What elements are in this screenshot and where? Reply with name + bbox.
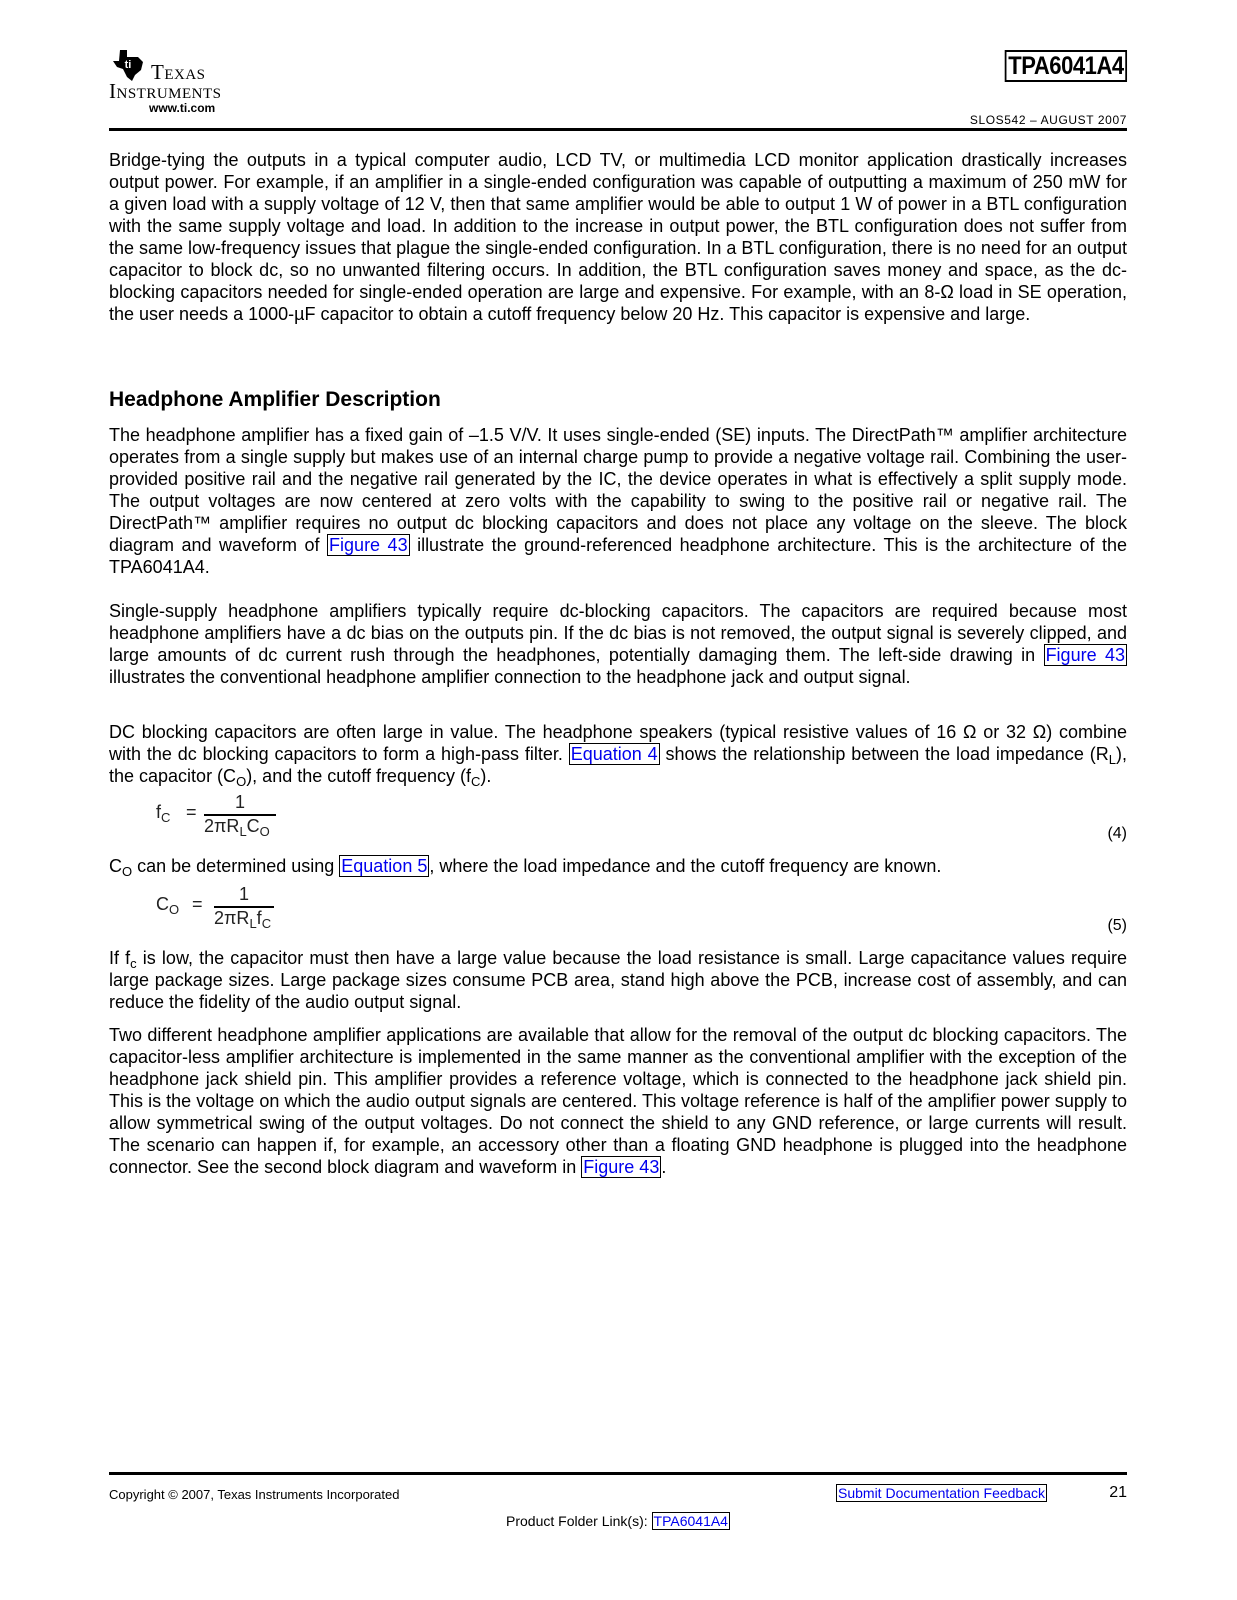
page (109, 0, 1127, 1600)
eq5-lhs: $C_O$ (156, 894, 180, 917)
figure-43-link[interactable]: Figure 43 (329, 535, 408, 555)
eq4-lhs: $f_C$ (156, 802, 171, 825)
paragraph-capacitor-less: Two different headphone amplifier applications are available that allow for the removal of the output dc blocking capacitors. The capacitor-less amplifier architecture is implemented in the same manner as the conventional amplifier with the exception of the headphone jack shield pin. This amplifier provides a reference voltage, which is connected to the headphone jack shield pin. This is the voltage on which the audio output signals are centered. This voltage reference is half of the amplifier power supply to allow symmetrical swing of the output voltages. Do not connect the shield to any GND reference, or large currents will result. The scenario can happen if, for example, an accessory other than a floating GND headphone is plugged into the headphone connector. See the second block diagram and waveform in Figure 43 . (109, 1025, 1127, 1177)
eq4-equals: = (186, 802, 197, 822)
submit-feedback-link[interactable]: Submit Documentation Feedback (838, 1485, 1045, 1501)
document-reference: SLOS542 – AUGUST 2007 (969, 113, 1127, 127)
equation-4-link[interactable]: Equation 4 (570, 744, 658, 764)
texas-state-icon (111, 48, 145, 82)
eq4-denominator: $2\pi R_LC_O$ (204, 816, 270, 839)
figure-43-link[interactable]: Figure 43 (1045, 645, 1126, 665)
copyright-text: Copyright © 2007, Texas Instruments Incorporated (109, 1487, 400, 1502)
eq5-denominator: $2\pi R_Lf_C$ (214, 908, 272, 931)
eq5-equals: = (192, 894, 203, 914)
paragraph-co: $C_O$ can be determined using Equation 5 , where the load impedance and the cutoff frequency are known. (109, 856, 942, 879)
eq5-numerator: 1 (238, 884, 249, 904)
equation-4 (156, 792, 356, 842)
product-folder-link[interactable]: TPA6041A4 (653, 1513, 728, 1529)
page-number: 21 (1109, 1484, 1127, 1501)
footer-rule (109, 1472, 1127, 1475)
document-id: TPA6041A4 (1004, 50, 1127, 82)
paragraph-dc-blocking: DC blocking capacitors are often large in value. The headphone speakers (typical resistive values of 16 Ω or 32 Ω) combine with the dc blocking capacitors to form a high-pass filter. Equation 4 shows the relationship between the load impedance $(R_L)$, the capacitor $(C_O)$, and the cutoff frequency $(f_C)$. (109, 722, 1128, 789)
paragraph-btl: Bridge-tying the outputs in a typical computer audio, LCD TV, or multimedia LCD monitor application drastically increases output power. For example, if an amplifier in a single-ended configuration was capable of outputting a maximum of 250 mW for a given load with a supply voltage of 12 V, then that same amplifier would be able to output 1 W of power in a BTL configuration with the same supply voltage and load. In addition to the increase in output power, the BTL configuration does not suffer from the same low-frequency issues that plague the single-ended configuration. In a BTL configuration, there is no need for an output capacitor to block dc, so no unwanted filtering occurs. In addition, the BTL configuration saves money and space, as the dc-blocking capacitors needed for single-ended operation are large and expensive. For example, with an 8-Ω load in SE operation, the user needs a 1000-µF capacitor to obtain a cutoff frequency below 20 Hz. This capacitor is expensive and large. (109, 150, 1127, 324)
equation-4-number: (4) (1107, 825, 1127, 842)
logo-text-texas: Texas (151, 60, 206, 84)
paragraph-single-supply: Single-supply headphone amplifiers typically require dc-blocking capacitors. The capacitors are required because most headphone amplifiers have a dc bias on the outputs pin. If the dc bias is not removed, the output signal is severely clipped, and large amounts of dc current rush through the headphones, potentially damaging them. The left-side drawing in Figure 43 illustrates the conventional headphone amplifier connection to the headphone jack and output signal. (109, 601, 1127, 687)
equation-5 (156, 884, 356, 934)
product-folder-links: Product Folder Link(s): TPA6041A4 (506, 1513, 728, 1529)
svg-text:ti: ti (124, 59, 132, 71)
eq4-numerator: 1 (234, 792, 245, 812)
equation-5-number: (5) (1107, 917, 1127, 934)
paragraph-directpath: The headphone amplifier has a fixed gain of –1.5 V/V. It uses single-ended (SE) inputs. The DirectPath™ amplifier architecture operates from a single supply but makes use of an internal charge pump to provide a negative voltage rail. Combining the user-provided positive rail and the negative rail generated by the IC, the device operates in what is effectively a split supply mode. The output voltages are now centered at zero volts with the capability to swing to the positive rail or negative rail. The DirectPath™ amplifier requires no output dc blocking capacitors and does not place any voltage on the sleeve. The block diagram and waveform of Figure 43 illustrate the ground-referenced headphone architecture. This is the architecture of the TPA6041A4. (109, 425, 1127, 577)
ti-logo (109, 46, 279, 118)
paragraph-low-fc: If $f_c$ is low, the capacitor must then have a large value because the load resistance is small. Large capacitance values require large package sizes. Large package sizes consume PCB area, stand high above the PCB, increase cost of assembly, and can reduce the fidelity of the audio output signal. (109, 948, 1127, 1012)
logo-url: www.ti.com (149, 101, 216, 115)
logo-text-instruments: Instruments (109, 79, 222, 103)
header-rule (109, 128, 1127, 131)
section-heading: Headphone Amplifier Description (109, 388, 441, 411)
figure-43-link[interactable]: Figure 43 (583, 1157, 660, 1177)
equation-5-link[interactable]: Equation 5 (341, 856, 428, 876)
